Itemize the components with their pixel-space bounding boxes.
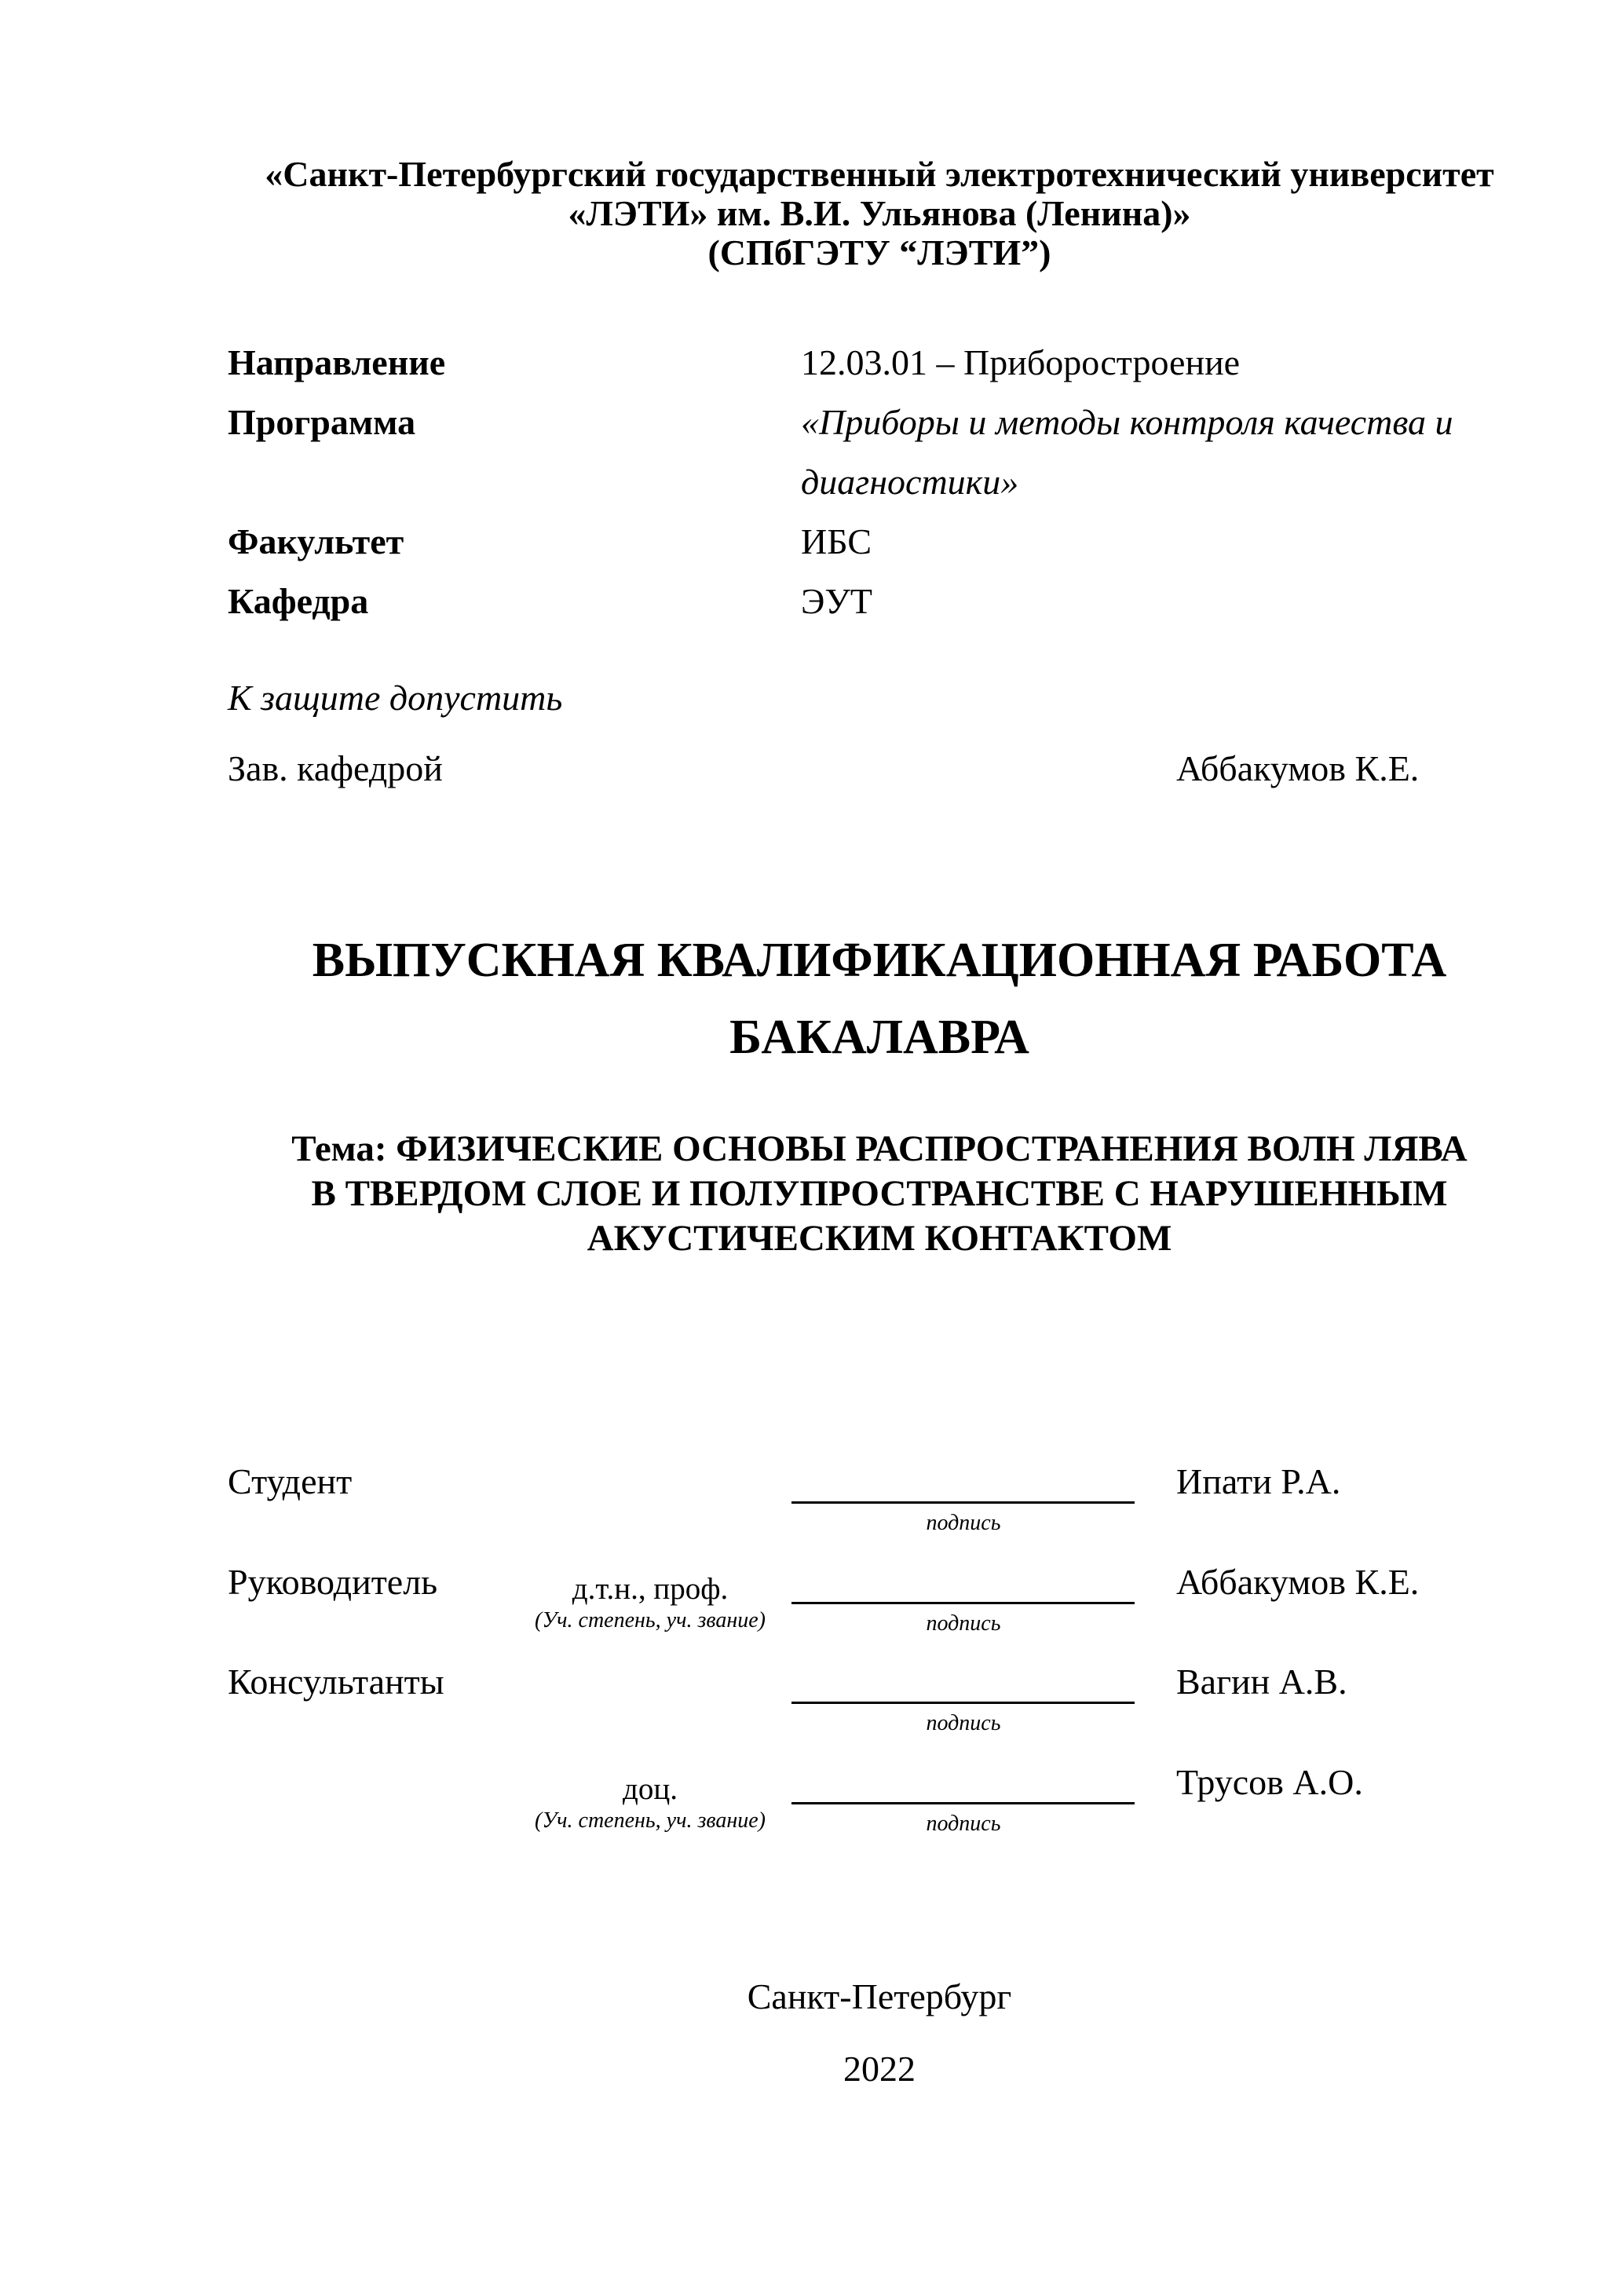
department-label: Кафедра	[228, 581, 369, 621]
consultant1-name: Вагин А.В.	[1176, 1662, 1347, 1702]
consultant1-signature-line	[791, 1702, 1135, 1704]
student-signature-caption: подпись	[926, 1511, 1001, 1535]
program-info-table	[228, 333, 1531, 631]
program-label: Программа	[228, 402, 416, 442]
faculty-label: Факультет	[228, 521, 404, 561]
supervisor-label: Руководитель	[228, 1562, 438, 1602]
consultant2-signature-caption: подпись	[926, 1812, 1001, 1836]
theme-line2: В ТВЕРДОМ СЛОЕ И ПОЛУПРОСТРАНСТВЕ С НАРУШЕННЫМ	[311, 1173, 1448, 1214]
head-of-department-name: Аббакумов К.Е.	[1176, 748, 1420, 788]
program-value	[801, 393, 1531, 512]
student-name: Ипати Р.А.	[1176, 1461, 1341, 1501]
theme-line3: АКУСТИЧЕСКИМ КОНТАКТОМ	[587, 1218, 1172, 1259]
supervisor-signature-caption: подпись	[926, 1611, 1001, 1636]
direction-label: Направление	[228, 342, 446, 382]
program-value-line1: «Приборы и методы контроля качества и	[801, 402, 1453, 442]
supervisor-signature-line	[791, 1602, 1135, 1604]
work-title	[228, 922, 1531, 1076]
consultant2-signature-line	[791, 1802, 1135, 1804]
consultant1-signature-caption: подпись	[926, 1711, 1001, 1735]
supervisor-degree-caption: (Уч. степень, уч. звание)	[535, 1608, 766, 1632]
university-name-line2: «ЛЭТИ» им. В.И. Ульянова (Ленина)»	[568, 193, 1191, 233]
supervisor-name: Аббакумов К.Е.	[1176, 1562, 1420, 1602]
university-abbreviation: (СПбГЭТУ “ЛЭТИ”)	[707, 232, 1051, 272]
consultants-label: Консультанты	[228, 1662, 444, 1702]
admission-row	[228, 748, 1531, 788]
admission-note: К защите допустить	[228, 678, 563, 718]
signature-row-consultant1	[228, 1664, 1531, 1758]
signature-row-supervisor	[228, 1564, 1531, 1658]
student-signature-line	[791, 1501, 1135, 1504]
program-value-line2: диагностики»	[801, 462, 1019, 502]
student-label: Студент	[228, 1461, 353, 1501]
supervisor-degree: д.т.н., проф.	[572, 1572, 729, 1606]
footer-year: 2022	[843, 2049, 916, 2089]
info-row-faculty	[228, 512, 1531, 572]
head-of-department-label: Зав. кафедрой	[228, 748, 443, 788]
theme-line1: Тема: ФИЗИЧЕСКИЕ ОСНОВЫ РАСПРОСТРАНЕНИЯ ВОЛН ЛЯВА	[291, 1128, 1468, 1169]
faculty-value: ИБС	[801, 521, 872, 561]
page-content	[228, 0, 1531, 2296]
consultant2-name: Трусов А.О.	[1176, 1762, 1363, 1802]
university-header	[228, 155, 1531, 272]
info-row-program	[228, 393, 1531, 512]
consultant2-degree-caption: (Уч. степень, уч. звание)	[535, 1808, 766, 1833]
signature-row-consultant2	[228, 1764, 1531, 1859]
direction-value: 12.03.01 – Приборостроение	[801, 342, 1241, 382]
consultant2-degree: доц.	[623, 1772, 678, 1806]
info-row-department	[228, 572, 1531, 631]
thesis-theme	[228, 1127, 1531, 1261]
work-title-line2: БАКАЛАВРА	[729, 1011, 1029, 1064]
work-title-line1: ВЫПУСКНАЯ КВАЛИФИКАЦИОННАЯ РАБОТА	[312, 934, 1447, 987]
signature-row-student	[228, 1461, 1531, 1558]
department-value: ЭУТ	[801, 581, 873, 621]
info-row-direction	[228, 333, 1531, 393]
footer-city: Санкт-Петербург	[747, 1976, 1012, 2016]
university-name-line1: «Санкт-Петербургский государственный электротехнический университет	[265, 154, 1494, 194]
